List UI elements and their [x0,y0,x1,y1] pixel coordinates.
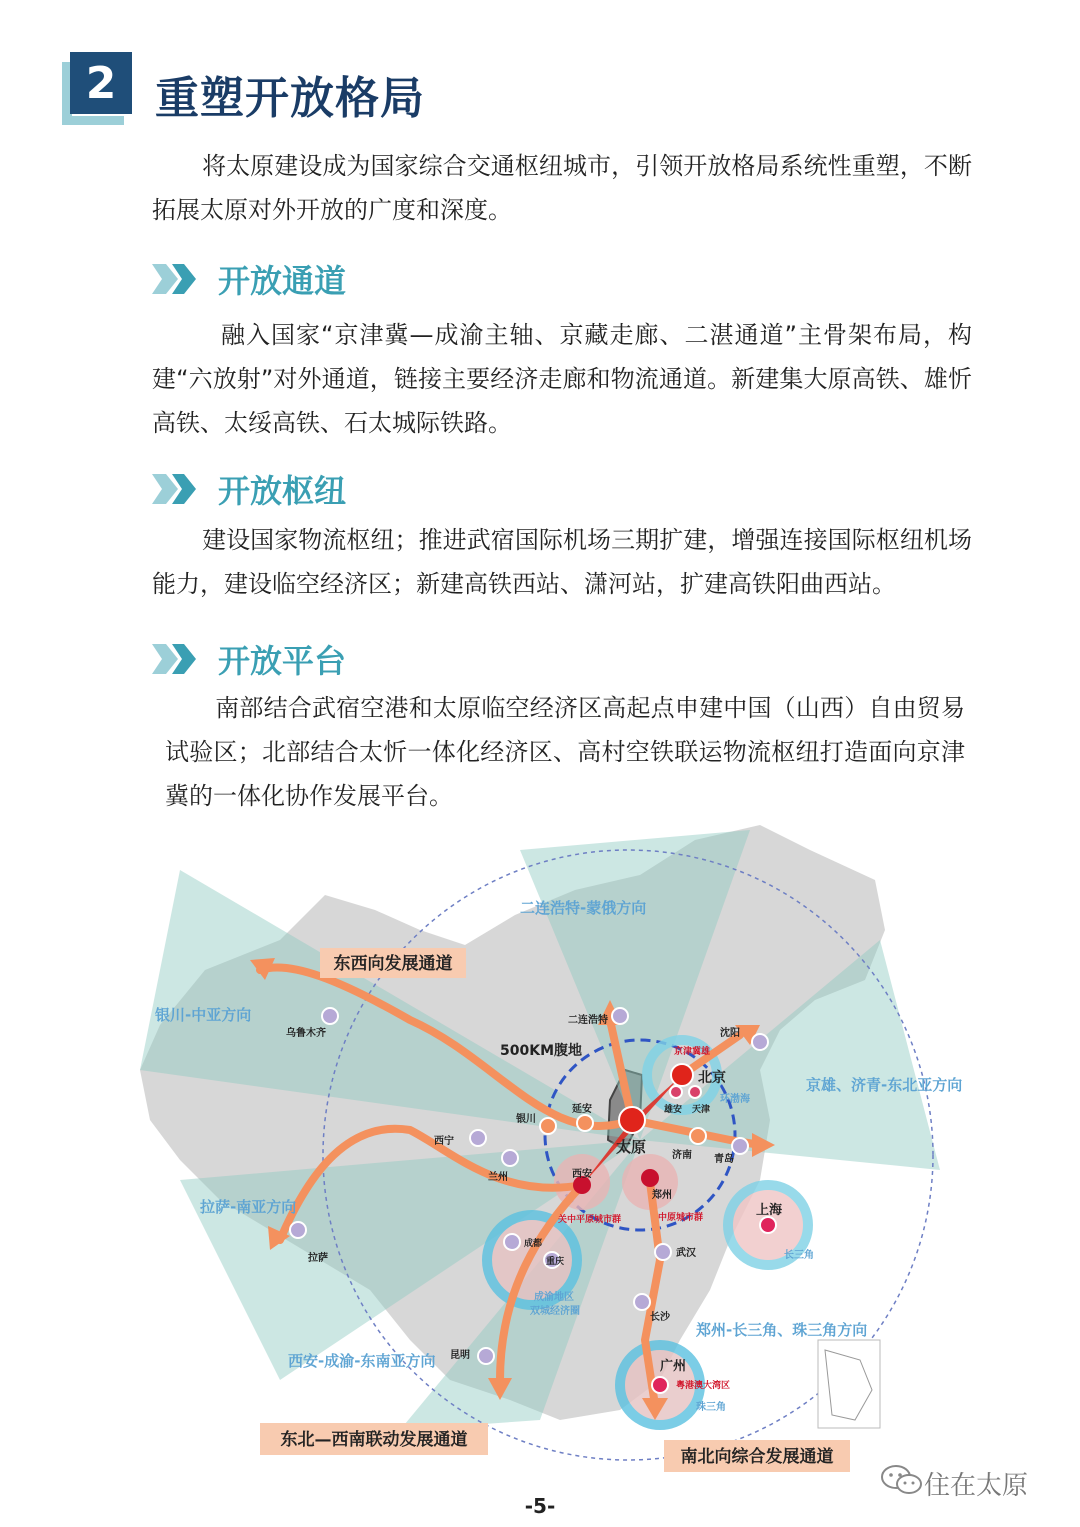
section-title: 开放通道 [218,262,347,300]
corridor-label-east-west: 东西向发展通道 [333,954,453,974]
page-number: -5- [524,1494,556,1518]
city-label-lasa: 拉萨 [308,1253,328,1264]
section-heading-hub [152,466,346,512]
city-label-beijing: 北京 [698,1070,726,1086]
city-label-xiongan: 雄安 [664,1105,683,1115]
city-label-lanzhou: 兰州 [488,1172,508,1183]
city-label-yinchuan: 银川 [516,1114,536,1125]
direction-label-xian: 西安-成渝-东南亚方向 [288,1352,436,1370]
direction-label-erlian: 二连浩特-蒙俄方向 [520,899,647,917]
direction-label-lasa: 拉萨-南亚方向 [200,1198,297,1216]
section-title: 开放平台 [218,642,347,680]
city-label-kunming: 昆明 [450,1350,470,1361]
city-label-guangzhou: 广州 [660,1359,687,1374]
city-label-taiyuan: 太原 [616,1138,647,1156]
city-label-chengyu: 成渝地区 [534,1292,574,1303]
city-label-jinan: 济南 [672,1150,692,1161]
direction-label-zhengzhou: 郑州-长三角、珠三角方向 [696,1321,868,1339]
corridor-label-northeast-southwest: 东北—西南联动发展通道 [280,1430,468,1450]
double-chevron-icon [152,472,198,506]
hinterland-label: 500KM腹地 [500,1043,583,1059]
city-label-tianjin: 天津 [692,1105,711,1115]
city-label-erlianhaote: 二连浩特 [568,1015,608,1026]
city-label-zhongyuan: 中原城市群 [658,1213,704,1223]
city-label-changsanjiao: 长三角 [784,1250,814,1261]
double-chevron-icon [152,262,198,296]
city-label-huanbohai: 环渤海 [720,1094,750,1105]
city-label-xian: 西安 [572,1169,592,1180]
city-label-jingjinji: 京津冀雄 [674,1047,711,1057]
section-title: 开放枢纽 [218,472,347,510]
direction-label-jingxiong: 京雄、济青-东北亚方向 [806,1076,963,1094]
page-title: 重塑开放格局 [155,73,425,124]
section-paragraph-channel [152,313,972,445]
open-pattern-map [120,820,980,1480]
direction-label-yinchuan: 银川-中亚方向 [155,1006,252,1024]
section-paragraph-hub [152,518,972,606]
city-label-urumqi: 乌鲁木齐 [286,1028,326,1039]
city-label-shenyang: 沈阳 [720,1028,740,1039]
section-heading-channel [152,256,346,302]
city-label-dawanqu: 粤港澳大湾区 [676,1381,731,1391]
section-number-badge: 2 [70,52,132,114]
section-text: 建设国家物流枢纽；推进武宿国际机场三期扩建，增强连接国际枢纽机场能力，建设临空经济区；新建高铁西站、潇河站，扩建高铁阳曲西站。 [152,526,972,598]
city-label-shuangcheng: 双城经济圈 [530,1306,580,1317]
city-label-wuhan: 武汉 [676,1248,696,1259]
city-label-guanzhong: 关中平原城市群 [558,1215,622,1225]
wechat-icon [880,1462,924,1505]
intro-paragraph [152,144,972,232]
watermark [880,1462,1028,1505]
city-label-yanan: 延安 [572,1104,592,1115]
city-label-zhengzhou: 郑州 [652,1190,672,1201]
city-label-chongqing: 重庆 [546,1257,565,1267]
city-label-changsha: 长沙 [650,1312,670,1323]
corridor-label-north-south: 南北向综合发展通道 [680,1447,834,1467]
section-heading-platform [152,636,346,682]
city-label-xining: 西宁 [434,1136,454,1147]
inset-map-frame [818,1340,880,1428]
city-label-shanghai: 上海 [756,1203,783,1218]
city-label-zhusanjiao: 珠三角 [696,1402,726,1413]
section-paragraph-platform [165,686,965,818]
double-chevron-icon [152,642,198,676]
title-number-shadow-bottom [62,116,124,125]
intro-text: 将太原建设成为国家综合交通枢纽城市，引领开放格局系统性重塑，不断拓展太原对外开放的广度和深度。 [152,152,972,224]
city-label-chengdu: 成都 [524,1239,543,1249]
city-label-qingdao: 青岛 [714,1154,734,1165]
watermark-text: 住在太原 [924,1471,1029,1501]
section-text: 融入国家“京津冀—成渝主轴、京藏走廊、二湛通道”主骨架布局，构建“六放射”对外通道，链接主要经济走廊和物流通道。新建集大原高铁、雄忻高铁、太绥高铁、石太城际铁路。 [152,321,972,437]
section-text: 南部结合武宿空港和太原临空经济区高起点申建中国（山西）自由贸易试验区；北部结合太忻一体化经济区、高村空铁联运物流枢纽打造面向京津冀的一体化协作发展平台。 [165,694,965,810]
